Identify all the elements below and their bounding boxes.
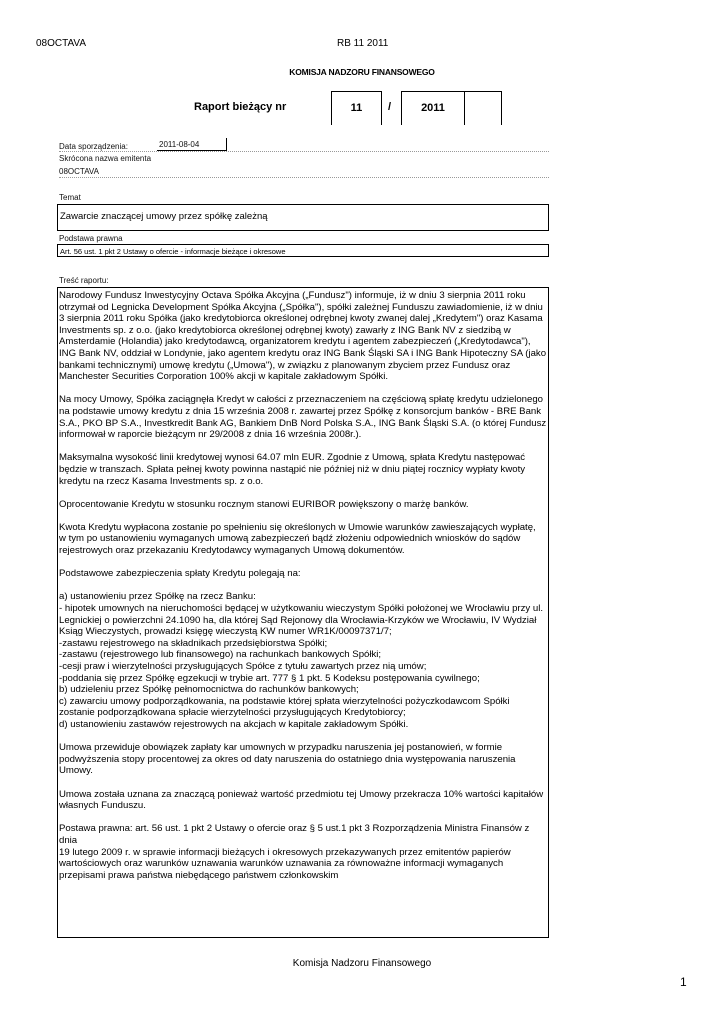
divider-issuer <box>59 177 549 178</box>
subject-label: Temat <box>59 193 81 202</box>
authority-heading: KOMISJA NADZORU FINANSOWEGO <box>289 67 435 77</box>
date-value: 2011-08-04 <box>157 138 227 151</box>
legal-basis-value: Art. 56 ust. 1 pkt 2 Ustawy o ofercie - informacje bieżące i okresowe <box>57 244 549 257</box>
report-title: Raport bieżący nr <box>194 101 287 113</box>
issuer-label: Skrócona nazwa emitenta <box>59 154 152 163</box>
subject-value: Zawarcie znaczącej umowy przez spółkę zależną <box>57 204 549 231</box>
report-year: 2011 <box>421 102 445 114</box>
report-content: Narodowy Fundusz Inwestycyjny Octava Spółka Akcyjna („Fundusz") informuje, iż w dniu 3 sierpnia 2011 roku otrzymał od Legnicka Development Spółka Akcyjna („Spółka"), spółki zależnej Funduszu zawiadomienie, iż w dniu 3 sierpnia 2011 roku Spółka (jako kredytobiorca określonej odrębnej kwoty zwanej dalej „Kredytem") oraz Kasama Investments sp. z o.o. (jako kredytobiorca określonej odrębnej kwoty) zawarły z ING Bank NV z siedzibą w Amsterdamie (Holandia) jako kredytodawcą, organizatorem kredytu i agentem zabezpieczeń („Kredytodawca"), ING Bank NV, oddział w Londynie, jako agentem kredytu oraz ING Bank Śląski SA i ING Bank Hipoteczny SA (jako bankami technicznymi) umowę kredytu („Umowa"), w związku z planowanym zbyciem przez Fundusz oraz Manchester Securities Corporation 100% akcji w kapitale zakładowym Spółki. Na mocy Umowy, Spółka zaciągnęła Kredyt w całości z przeznaczeniem na częściową spłatę kredytu udzielonego na podstawie umowy kredytu z dnia 15 września 2008 r. zawartej przez Spółkę z konsorcjum banków - BRE Bank S.A., PKO BP S.A., Investkredit Bank AG, Bankiem DnB Nord Polska S.A., ING Bank Śląski S.A. (o której Fundusz informował w raporcie bieżącym nr 29/2008 z dnia 16 września 2008r.). Maksymalna wysokość linii kredytowej wynosi 64.07 mln EUR. Zgodnie z Umową, spłata Kredytu następować będzie w transzach. Spłata pełnej kwoty powinna nastąpić nie później niż w dniu piątej rocznicy wypłaty kwoty kredytu na rzecz Kasama Investments sp. z o.o. Oprocentowanie Kredytu w stosunku rocznym stanowi EURIBOR powiększony o marżę banków. Kwota Kredytu wypłacona zostanie po spełnieniu się określonych w Umowie warunków zawieszających wypłatę, w tym po ustanowieniu wymaganych umową zabezpieczeń bądź złożeniu odpowiednich wniosków do sądów rejestrowych oraz przekazaniu Kredytodawcy wymaganych Umową dokumentów. Podstawowe zabezpieczenia spłaty Kredytu polegają na: a) ustanowieniu przez Spółkę na rzecz Banku: - hipotek umownych na nieruchomości będącej w użytkowaniu wieczystym Spółki położonej we Wrocławiu przy ul. Legnickiej o powierzchni 24.1090 ha, dla której Sąd Rejonowy dla Wrocławia-Krzyków we Wrocławiu, IV Wydział Ksiąg Wieczystych, prowadzi księgę wieczystą KW numer WR1K/00097371/7; -zastawu rejestrowego na składnikach przedsiębiorstwa Spółki; -zastawu (rejestrowego lub finansowego) na rachunkach bankowych Spółki; -cesji praw i wierzytelności przysługujących Spółce z tytułu zawartych przez nią umów; -poddania się przez Spółkę egzekucji w trybie art. 777 § 1 pkt. 5 Kodeksu postępowania cywilnego; b) udzieleniu przez Spółkę pełnomocnictwa do rachunków bankowych; c) zawarciu umowy podporządkowania, na podstawie której spłata wierzytelności pożyczkodawcom Spółki zostanie podporządkowana spłacie wierzytelności przysługujących Kredytobiorcy; d) ustanowieniu zastawów rejestrowych na akcjach w kapitale zakładowym Spółki. Umowa przewiduje obowiązek zapłaty kar umownych w przypadku naruszenia jej postanowień, w formie podwyższenia stopy procentowej za okres od daty naruszenia do ostatniego dnia występowania naruszenia Umowy. Umowa została uznana za znaczącą ponieważ wartość przedmiotu tej Umowy przekracza 10% wartości kapitałów własnych Funduszu. Postawa prawna: art. 56 ust. 1 pkt 2 Ustawy o ofercie oraz § 5 ust.1 pkt 3 Rozporządzenia Ministra Finansów z dnia 19 lutego 2009 r. w sprawie informacji bieżących i okresowych przekazywanych przez emitentów papierów wartościowych oraz warunków uznawania warunków uznawania za równoważne informacji wymaganych przepisami prawa państwa niebędącego państwem członkowskim <box>59 290 547 881</box>
header-center: RB 11 2011 <box>337 38 389 49</box>
report-year-box <box>401 91 465 125</box>
issuer-value: 08OCTAVA <box>59 167 100 176</box>
report-extra-box <box>464 91 502 125</box>
footer-authority: Komisja Nadzoru Finansowego <box>292 958 432 969</box>
header-left: 08OCTAVA <box>36 38 87 49</box>
report-separator: / <box>388 101 392 113</box>
report-number: 11 <box>350 102 363 114</box>
content-label: Treść raportu: <box>59 276 109 285</box>
content-box <box>57 287 549 938</box>
legal-basis-label: Podstawa prawna <box>59 234 123 243</box>
page-number: 1 <box>680 975 687 989</box>
report-number-box <box>331 91 382 125</box>
divider-date <box>59 151 549 152</box>
date-label: Data sporządzenia: <box>59 142 128 151</box>
